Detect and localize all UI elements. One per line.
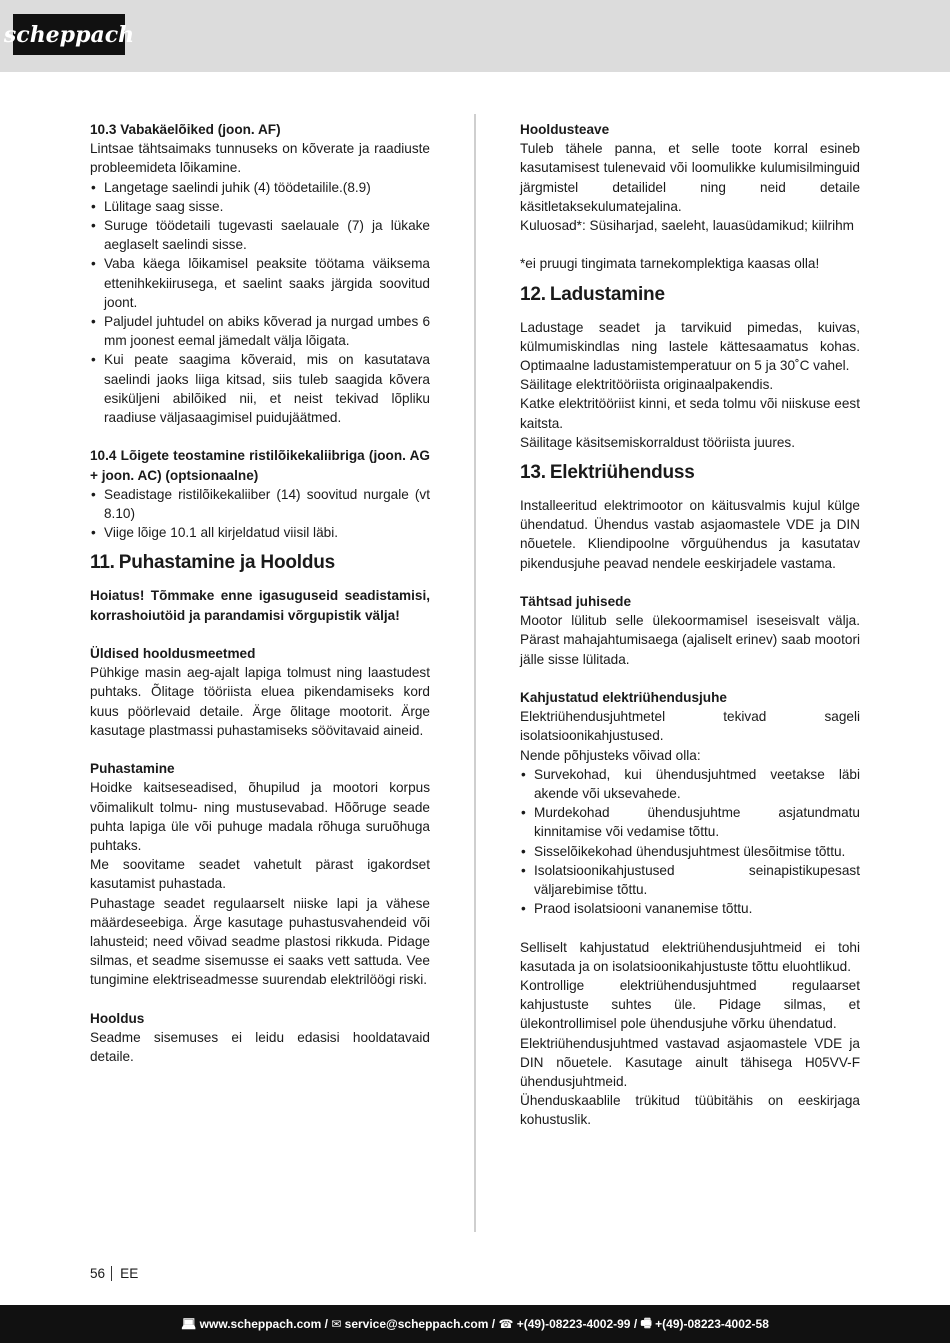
- damaged-cable-paragraph: Ühenduskaablile trükitud tüübitähis on eeskirjaga kohustuslik.: [520, 1093, 860, 1128]
- section-title: Ladustamine: [549, 283, 665, 305]
- right-column: [520, 120, 860, 1130]
- list-item: • Murdekohad ühendusjuhtme asjatundmatu kinnitamise või vedamise tõttu.: [520, 803, 860, 841]
- section-10-3-title: 10.3 Vabakäelõiked (joon. AF): [90, 122, 281, 137]
- list-item: • Langetage saelindi juhik (4) töödetailile.(8.9): [90, 178, 430, 197]
- cleaning-paragraph: Puhastage seadet regulaarselt niiske lapi ja vähese määrdeseebiga. Ärge kasutage puhastusvahendeid või lahusteid; need võivad seadme plastosi rikkuda. Pidage silmas, et seadme sisemusse ei saaks vett sattuda. Vee tungimine elektriseadmesse suurendab elektrilöögi riski.: [90, 895, 430, 988]
- section-number: 12.: [520, 283, 546, 305]
- list-item: • Seadistage ristilõikekaliiber (14) soovitud nurgale (vt 8.10): [90, 485, 430, 523]
- scheppach-logo: [3, 14, 135, 55]
- list-item: • Viige lõige 10.1 all kirjeldatud viisil läbi.: [90, 523, 430, 542]
- page-number: [90, 1264, 138, 1283]
- footer-bar: [0, 1305, 950, 1343]
- computer-icon: 💻︎: [181, 1317, 200, 1331]
- left-column: [90, 120, 430, 1066]
- damaged-cable-paragraph: Elektriühendusjuhtmed vastavad asjaomastele VDE ja DIN nõuetele. Kasutage ainult tähisega H05VV-F ühendusjuhtmeid.: [520, 1035, 860, 1090]
- page-language: EE: [120, 1266, 139, 1281]
- page-number-value: 56: [90, 1266, 106, 1281]
- section-10-3-list: [90, 178, 430, 428]
- damaged-cable-paragraph: Elektriühendusjuhtmetel tekivad sageli isolatsioonikahjustused.: [520, 709, 860, 744]
- service-info-paragraph: Kuluosad*: Süsiharjad, saeleht, lauasüdamikud; kiilrihm: [520, 218, 854, 234]
- list-item: • Lülitage saag sisse.: [90, 197, 430, 216]
- phone-icon: ☎: [495, 1317, 517, 1331]
- page-number-separator: [111, 1266, 112, 1281]
- storage-paragraph: Säilitage käsitsemiskorraldust tööriista juures.: [520, 434, 796, 450]
- footer-website[interactable]: www.scheppach.com /: [199, 1317, 328, 1331]
- service-info-title: Hooldusteave: [520, 122, 610, 137]
- section-12-heading: [520, 274, 860, 318]
- header-bar: [0, 0, 950, 72]
- section-title: Puhastamine ja Hooldus: [118, 552, 336, 574]
- logo-text: scheppach: [3, 21, 135, 48]
- maintenance-title: Hooldus: [90, 1010, 145, 1026]
- damaged-cable-paragraph: Nende põhjusteks võivad olla:: [520, 747, 701, 763]
- section-11-heading: [90, 542, 430, 586]
- section-13-heading: [520, 452, 860, 496]
- important-notes-title: Tähtsad juhisede: [520, 594, 632, 610]
- list-item: • Isolatsioonikahjustused seinapistikupesast väljarebimise tõttu.: [520, 861, 860, 899]
- list-item: • Vaba käega lõikamisel peaksite töötama väiksema ettenihkekiirusega, et saelint saaks järgida soovitud joont.: [90, 254, 430, 312]
- important-notes-text: Mootor lülitub selle ülekoormamisel iseseisvalt välja. Pärast mahajahtumisaega (ajaliselt erinev) saab mootori jälle sisse lülitada.: [520, 613, 860, 667]
- section-number: 13.: [520, 462, 546, 484]
- general-maintenance-text: Pühkige masin aeg-ajalt lapiga tolmust ning laastudest puhtaks. Õlitage tööriista eluea pikendamiseks kord kuus pöörlevaid detaile. Ärge õlitage mootorit. Ärge kasutage plastmassi puhastamiseks söövitavaid aineid.: [90, 665, 430, 738]
- storage-paragraph: Ladustage seadet ja tarvikuid pimedas, kuivas, külmumiskindlas ning lastele kättesaamatus kohas. Optimaalne ladustamistemperatuur on 5 ja 30˚C vahel.: [520, 319, 860, 374]
- service-info-note: *ei pruugi tingimata tarnekomplektiga kaasas olla!: [520, 256, 820, 272]
- cleaning-paragraph: Hoidke kaitseseadised, õhupilud ja mootori korpus võimalikult tolmu- ning mustusevabad. Hõõruge seade puhta lapiga üle või puhuge madala rõhuga suruõhuga puhtaks.: [90, 780, 430, 854]
- section-title: Elektriühenduss: [549, 462, 695, 484]
- cleaning-paragraph: Me soovitame seadet vahetult pärast igakordset kasutamist puhastada.: [90, 857, 430, 892]
- warning-text: Hoiatus! Tõmmake enne igasuguseid seadistamisi, korrashoiutöid ja parandamisi võrgupistik välja!: [90, 588, 430, 623]
- electrical-paragraph: Installeeritud elektrimootor on käitusvalmis kujul külge ühendatud. Ühendus vastab asjaomastele VDE ja DIN nõuetele. Kliendipoolne võrguühendus ja kasutatav pikendusjuhe peavad nendele eeskirjadele vastama.: [520, 498, 860, 571]
- general-maintenance-title: Üldised hooldusmeetmed: [90, 646, 256, 662]
- cleaning-title: Puhastamine: [90, 761, 175, 777]
- footer-phone: +(49)-08223-4002-99 /: [516, 1317, 638, 1331]
- service-info-paragraph: Tuleb tähele panna, et selle toote korral esineb kasutamisest tulenevaid või loomulikke kulumisilminguid järgmistel detailidel ning neid detaile käsitletaksekulumatejalina.: [520, 141, 860, 214]
- list-item: • Paljudel juhtudel on abiks kõverad ja nurgad umbes 6 mm joonest eemal jämedalt välja lõigata.: [90, 312, 430, 350]
- column-divider: [474, 114, 476, 1232]
- list-item: • Kui peate saagima kõveraid, mis on kasutatava saelindi jaoks liiga kitsad, siis tuleb saagida kõvera esiküljeni abilõiked nii, et neist tekivad lõpliku raadiuse väljasaagimisel puidujäätmed.: [90, 350, 430, 427]
- list-item: • Praod isolatsiooni vananemise tõttu.: [520, 899, 860, 918]
- section-number: 11.: [90, 552, 115, 574]
- maintenance-text: Seadme sisemuses ei leidu edasisi hooldatavaid detaile.: [90, 1030, 430, 1065]
- damaged-cable-title: Kahjustatud elektriühendusjuhe: [520, 690, 727, 706]
- storage-paragraph: Säilitage elektritööriista originaalpakendis.: [520, 377, 774, 393]
- damaged-cable-paragraph: Selliselt kahjustatud elektriühendusjuhtmeid ei tohi kasutada ja on isolatsioonikahjustuste tõttu eluohtlikud.: [520, 939, 860, 974]
- section-10-4-title: 10.4 Lõigete teostamine ristilõikekaliibriga (joon. AG + joon. AC) (optsionaalne): [90, 448, 430, 483]
- email-icon: ✉: [327, 1317, 345, 1331]
- footer-fax: +(49)-08223-4002-58: [655, 1317, 769, 1331]
- damaged-cable-paragraph: Kontrollige elektriühendusjuhtmed regulaarset kahjustuste suhtes üle. Pidage silmas, et ülekontrollimisel pole ühendusjuhe võrku ühendatud.: [520, 978, 860, 1032]
- list-item: • Sisselõikekohad ühendusjuhtmest ülesõitmise tõttu.: [520, 842, 860, 861]
- storage-paragraph: Katke elektritööriist kinni, et seda tolmu või niiskuse eest kaitsta.: [520, 396, 860, 431]
- damaged-cable-list: [520, 765, 860, 919]
- fax-icon: 🖷: [637, 1315, 656, 1330]
- footer-email[interactable]: service@scheppach.com /: [344, 1317, 496, 1331]
- section-10-4-list: [90, 485, 430, 543]
- section-10-3-intro: Lintsae tähtsaimaks tunnuseks on kõverate ja raadiuste probleemideta lõikamine.: [90, 141, 430, 176]
- list-item: • Survekohad, kui ühendusjuhtmed veetakse läbi akende või uksevahede.: [520, 765, 860, 803]
- list-item: • Suruge töödetaili tugevasti saelauale (7) ja lükake aeglaselt saelindi sisse.: [90, 216, 430, 254]
